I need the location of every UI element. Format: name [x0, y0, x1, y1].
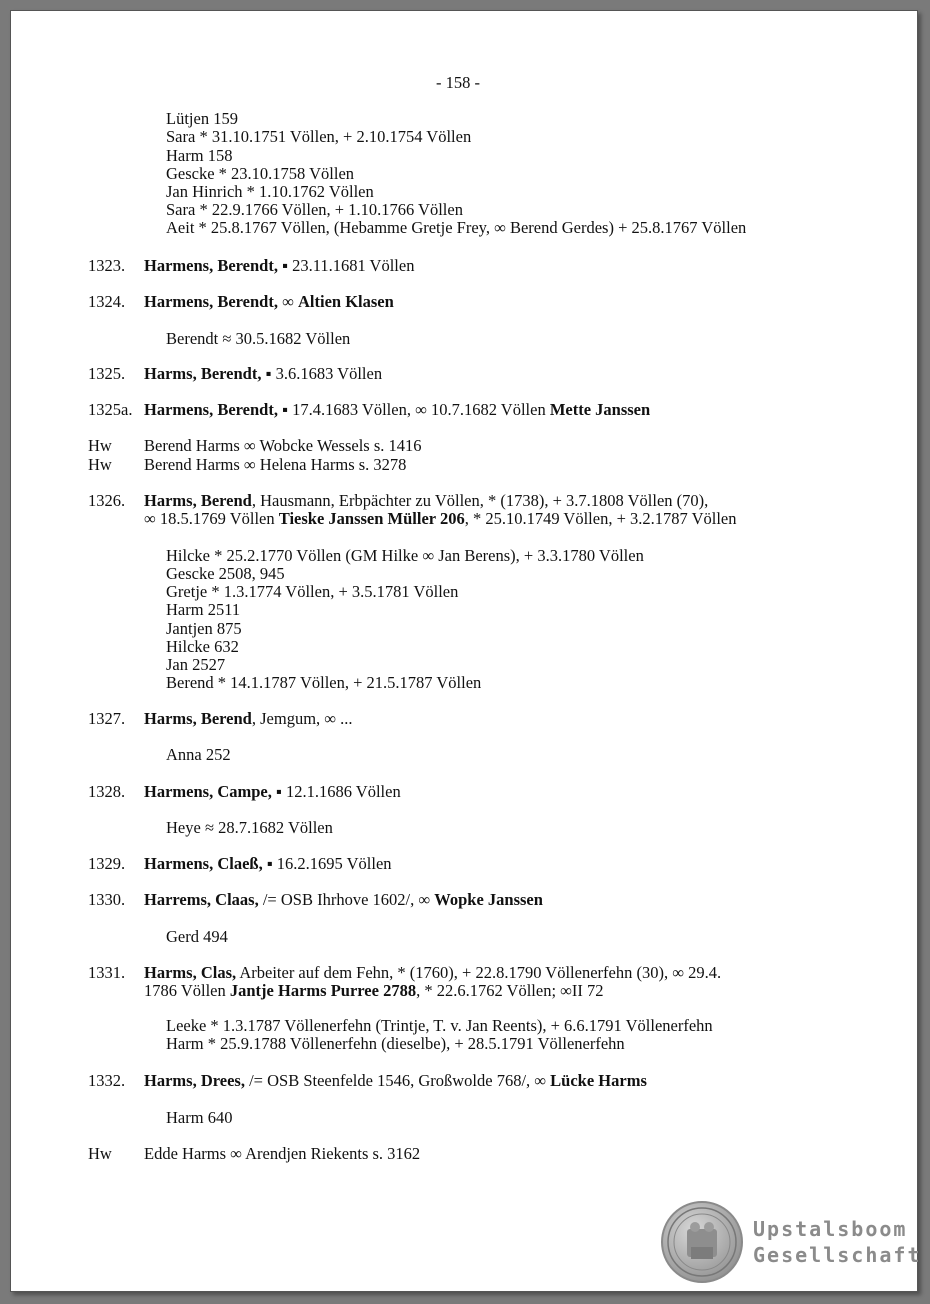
- entry-name: Harmens, Claeß,: [144, 854, 263, 873]
- child-line: Gerd 494: [166, 927, 228, 946]
- entry-name: Harms, Berend: [144, 491, 252, 510]
- entry-details: ▪ 16.2.1695 Völlen: [262, 854, 392, 873]
- entry-name: Harms, Berendt,: [144, 364, 262, 383]
- entry-number: 1325.: [88, 364, 126, 383]
- spouse-name: Tieske Janssen Müller 206: [278, 509, 465, 528]
- entry-number: 1329.: [88, 854, 126, 873]
- entry-name: Harmens, Campe,: [144, 782, 272, 801]
- society-logo-text: [753, 1216, 922, 1268]
- entry-number: 1325a.: [88, 400, 133, 419]
- entry-name: Harmens, Berendt,: [144, 292, 278, 311]
- entry-1327: [144, 710, 353, 728]
- logo-line: Upstalsboom: [753, 1217, 908, 1241]
- child-line: Harm * 25.9.1788 Völlenerfehn (dieselbe), + 28.5.1791 Völlenerfehn: [166, 1034, 625, 1053]
- entry-1324: [144, 293, 394, 311]
- intro-line: Aeit * 25.8.1767 Völlen, (Hebamme Gretje Frey, ∞ Berend Gerdes) + 25.8.1767 Völlen: [166, 218, 747, 237]
- child-line: Heye ≈ 28.7.1682 Völlen: [166, 818, 333, 837]
- entry-details: ▪ 12.1.1686 Völlen: [271, 782, 401, 801]
- child-line: Hilcke 632: [166, 637, 239, 656]
- entry-1325a: [144, 401, 650, 419]
- child-line: Hilcke * 25.2.1770 Völlen (GM Hilke ∞ Jan Berens), + 3.3.1780 Völlen: [166, 546, 644, 565]
- seal-logo-icon: [661, 1201, 743, 1283]
- marriage-symbol: ∞: [277, 292, 298, 311]
- child-line: Harm 2511: [166, 600, 241, 619]
- hw-line: Edde Harms ∞ Arendjen Riekents s. 3162: [144, 1144, 421, 1163]
- entry-details: ∞ 18.5.1769 Völlen: [144, 509, 279, 528]
- spouse-name: Jantje Harms Purree 2788: [229, 981, 417, 1000]
- entry-1329: [144, 855, 392, 873]
- entry-1330: [144, 891, 543, 909]
- spouse-name: Lücke Harms: [550, 1071, 647, 1090]
- entry-number: 1328.: [88, 782, 126, 801]
- child-line: Harm 640: [166, 1108, 233, 1127]
- entry-details: ▪ 3.6.1683 Völlen: [261, 364, 383, 383]
- intro-line: Sara * 31.10.1751 Völlen, + 2.10.1754 Völlen: [166, 127, 472, 146]
- entry-details: 1786 Völlen: [144, 981, 230, 1000]
- entry-details: , Jemgum, ∞ ...: [251, 709, 353, 728]
- entry-number: 1330.: [88, 890, 126, 909]
- intro-line: Lütjen 159: [166, 109, 238, 128]
- entry-1331-line1: [144, 964, 721, 982]
- entry-name: Harms, Berend: [144, 709, 252, 728]
- child-line: Leeke * 1.3.1787 Völlenerfehn (Trintje, T. v. Jan Reents), + 6.6.1791 Völlenerfehn: [166, 1016, 713, 1035]
- hw-line: Berend Harms ∞ Wobcke Wessels s. 1416: [144, 436, 422, 455]
- entry-number: 1326.: [88, 491, 126, 510]
- entry-1325: [144, 365, 382, 383]
- entry-1326-line2: [144, 510, 736, 528]
- child-line: Gescke 2508, 945: [166, 564, 285, 583]
- entry-number: 1332.: [88, 1071, 126, 1090]
- entry-number: 1324.: [88, 292, 126, 311]
- entry-1332: [144, 1072, 647, 1090]
- entry-details: ▪ 23.11.1681 Völlen: [277, 256, 415, 275]
- entry-number: 1331.: [88, 963, 126, 982]
- entry-name: Harrems, Claas,: [144, 890, 259, 909]
- spouse-name: Wopke Janssen: [434, 890, 543, 909]
- intro-line: Gescke * 23.10.1758 Völlen: [166, 164, 355, 183]
- child-line: Jan 2527: [166, 655, 226, 674]
- entry-details: /= OSB Steenfelde 1546, Großwolde 768/, ∞: [244, 1071, 551, 1090]
- child-line: Gretje * 1.3.1774 Völlen, + 3.5.1781 Völlen: [166, 582, 459, 601]
- child-line: Anna 252: [166, 745, 231, 764]
- entry-details: Arbeiter auf dem Fehn, * (1760), + 22.8.1790 Völlenerfehn (30), ∞ 29.4.: [236, 963, 722, 982]
- entry-1328: [144, 783, 401, 801]
- hw-tag: Hw: [88, 436, 112, 455]
- entry-number: 1327.: [88, 709, 126, 728]
- entry-details: , * 22.6.1762 Völlen; ∞II 72: [416, 981, 604, 1000]
- entry-details: ▪ 17.4.1683 Völlen, ∞ 10.7.1682 Völlen: [277, 400, 550, 419]
- spouse-name: Mette Janssen: [549, 400, 651, 419]
- child-line: Berendt ≈ 30.5.1682 Völlen: [166, 329, 351, 348]
- entry-1323: [144, 257, 414, 275]
- logo-line: Gesellschaft: [753, 1243, 922, 1267]
- page-number: - 158 -: [436, 73, 480, 92]
- entry-details: , * 25.10.1749 Völlen, + 3.2.1787 Völlen: [464, 509, 737, 528]
- hw-line: Berend Harms ∞ Helena Harms s. 3278: [144, 455, 407, 474]
- intro-line: Harm 158: [166, 146, 233, 165]
- entry-number: 1323.: [88, 256, 126, 275]
- child-line: Jantjen 875: [166, 619, 242, 638]
- hw-tag: Hw: [88, 455, 112, 474]
- document-page: [10, 10, 922, 1292]
- spouse-name: Altien Klasen: [298, 292, 394, 311]
- hw-tag: Hw: [88, 1144, 112, 1163]
- intro-line: Sara * 22.9.1766 Völlen, + 1.10.1766 Völlen: [166, 200, 463, 219]
- entry-name: Harmens, Berendt,: [144, 256, 278, 275]
- entry-name: Harmens, Berendt,: [144, 400, 278, 419]
- entry-1331-line2: [144, 982, 604, 1000]
- entry-details: /= OSB Ihrhove 1602/, ∞: [258, 890, 435, 909]
- intro-line: Jan Hinrich * 1.10.1762 Völlen: [166, 182, 374, 201]
- entry-details: , Hausmann, Erbpächter zu Völlen, * (1738), + 3.7.1808 Völlen (70),: [251, 491, 709, 510]
- entry-name: Harms, Drees,: [144, 1071, 245, 1090]
- entry-1326-line1: [144, 492, 708, 510]
- child-line: Berend * 14.1.1787 Völlen, + 21.5.1787 Völlen: [166, 673, 482, 692]
- entry-name: Harms, Clas,: [144, 963, 237, 982]
